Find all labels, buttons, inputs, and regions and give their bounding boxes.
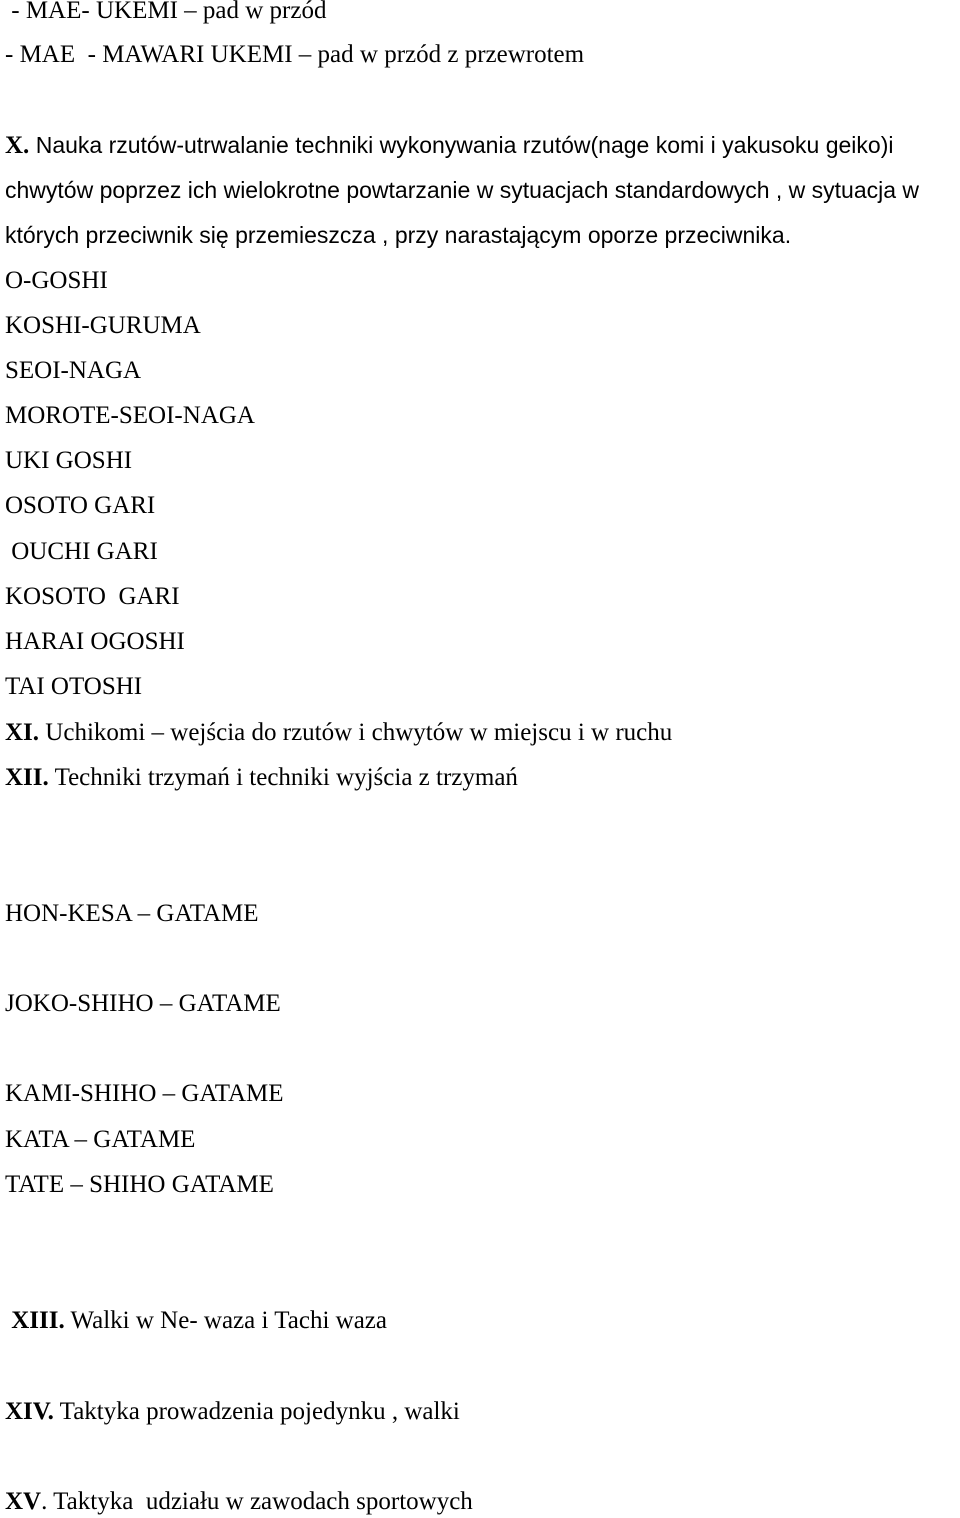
section-xiii [5, 1306, 387, 1336]
throw-item: O-GOSHI [5, 267, 108, 294]
section-xiii-number: XIII. [5, 1307, 65, 1334]
section-xv-text: . Taktyka udziału w zawodach sportowych [41, 1488, 473, 1515]
section-xv-number: XV [5, 1488, 42, 1515]
throw-item: MOROTE-SEOI-NAGA [5, 402, 255, 429]
ukemi-line-1: - MAE- UKEMI – pad w przód [5, 0, 327, 24]
hold-item: HON-KESA – GATAME [5, 900, 259, 927]
hold-item: TATE – SHIHO GATAME [5, 1171, 274, 1198]
section-x-line-2: chwytów poprzez ich wielokrotne powtarzanie w sytuacjach standardowych , w sytuacja w [5, 177, 920, 203]
throw-item: OSOTO GARI [5, 492, 156, 519]
throw-item: KOSHI-GURUMA [5, 312, 201, 339]
section-x-number: X. [5, 132, 30, 159]
hold-item: KAMI-SHIHO – GATAME [5, 1080, 284, 1107]
section-x-line-3: których przeciwnik się przemieszcza , przy narastającym oporze przeciwnika. [5, 222, 792, 248]
section-xiv-number: XIV. [5, 1398, 54, 1425]
section-xii-text: Techniki trzymań i techniki wyjścia z trzymań [48, 764, 518, 791]
ukemi-line-2: - MAE - MAWARI UKEMI – pad w przód z przewrotem [5, 41, 585, 68]
section-xiv-text: Taktyka prowadzenia pojedynku , walki [53, 1398, 460, 1425]
hold-item: JOKO-SHIHO – GATAME [5, 990, 281, 1017]
throw-item: SEOI-NAGA [5, 357, 142, 384]
section-xi [5, 718, 672, 748]
throw-item: HARAI OGOSHI [5, 628, 185, 655]
section-x-line-1 [5, 130, 893, 161]
section-xii [5, 763, 518, 793]
throw-item: OUCHI GARI [5, 538, 158, 565]
throw-item: UKI GOSHI [5, 447, 133, 474]
throw-item: KOSOTO GARI [5, 583, 180, 610]
section-xi-text: Uchikomi – wejścia do rzutów i chwytów w miejscu i w ruchu [39, 719, 673, 746]
section-xi-number: XI. [5, 719, 40, 746]
hold-item: KATA – GATAME [5, 1126, 196, 1153]
section-xv [5, 1487, 473, 1517]
section-x-text-1: Nauka rzutów-utrwalanie techniki wykonywania rzutów(nage komi i yakusoku geiko)i [29, 132, 894, 158]
section-xiii-text: Walki w Ne- waza i Tachi waza [64, 1307, 388, 1334]
section-xii-number: XII. [5, 764, 49, 791]
throw-item: TAI OTOSHI [5, 673, 143, 700]
section-xiv [5, 1397, 460, 1427]
